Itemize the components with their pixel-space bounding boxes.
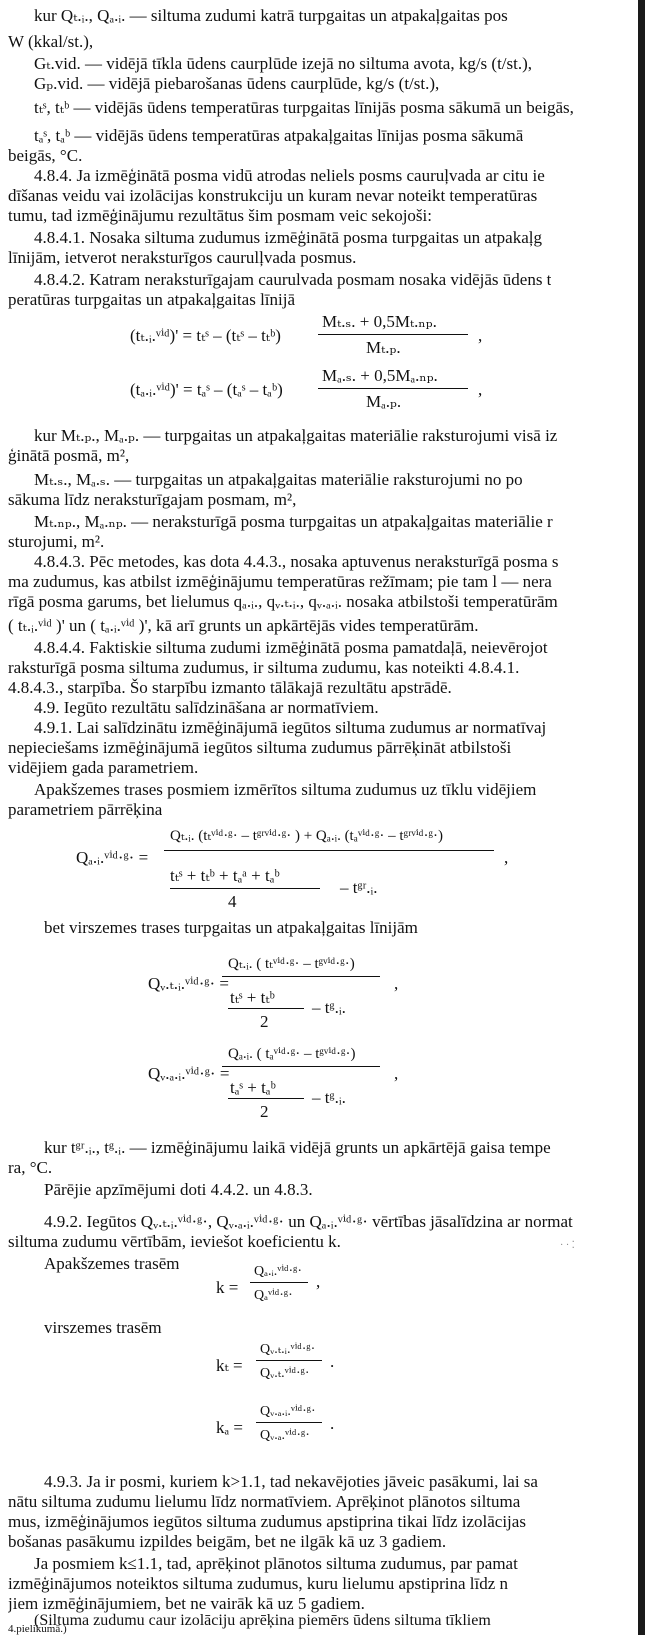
text-line: Mₜ.ₙₚ., Mₐ.ₙₚ. — neraksturīgā posma turpgaitas un atpakaļgaitas materiālie r [34, 512, 553, 531]
text-line: 4.8.4. Ja izmēģinātā posma vidū atrodas neliels posms cauruļvada ar citu ie [34, 166, 545, 185]
text-line: W (kkal/st.), [8, 32, 94, 51]
formula-denominator-numerator: tₜˢ + tₜᵇ + tₐᵃ + tₐᵇ [170, 866, 280, 885]
formula-lhs: (tₜ.ᵢ.ᵛⁱᵈ)' = tₜˢ – (tₜˢ – tₜᵇ) [130, 326, 281, 345]
text-line: ra, °C. [8, 1158, 53, 1177]
formula-numerator: Qₐ.ᵢ. ( tₐᵛⁱᵈ·ᵍ· – tᵍᵛⁱᵈ·ᵍ·) [228, 1046, 356, 1062]
text-line: vidējiem gada parametriem. [8, 758, 199, 777]
text-line: 4.9.1. Lai salīdzinātu izmēģinājumā iegūtos siltuma zudumus ar normatīvaj [34, 718, 547, 737]
text-line: Apakšzemes trases posmiem izmērītos siltuma zudumus uz tīklu vidējiem [34, 780, 537, 799]
text-line: kur Qₜ.ᵢ., Qₐ.ᵢ. — siltuma zudumi katrā turpgaitas un atpakaļgaitas pos [34, 6, 508, 25]
formula-denominator-denominator: 4 [228, 892, 237, 911]
text-line: tₐˢ, tₐᵇ — vidējās ūdens temperatūras atpakaļgaitas līnijas posma sākumā [34, 126, 524, 145]
formula-tail: , [316, 1272, 321, 1291]
formula-comma: , [504, 848, 509, 867]
text-line: 4.8.4.3. Pēc metodes, kas dota 4.4.3., nosaka aptuvenus neraksturīgā posma s [34, 552, 559, 571]
text-line: 4.8.4.2. Katram neraksturīgajam caurulvada posmam nosaka vidējās ūdens t [34, 270, 552, 289]
text-line: sturojumi, m². [8, 532, 105, 551]
formula-denominator-numerator: tₐˢ + tₐᵇ [230, 1078, 276, 1097]
text-line: beigās, °C. [8, 146, 83, 165]
page-edge-shadow [638, 0, 645, 1635]
formula-denominator: Qₐᵛⁱᵈ·ᵍ· [254, 1288, 293, 1303]
formula-lhs: (tₐ.ᵢ.ᵛⁱᵈ)' = tₐˢ – (tₐˢ – tₐᵇ) [130, 380, 283, 399]
formula-denominator: Mₐ.ₚ. [366, 392, 402, 411]
text-line: nātu siltuma zudumu lielumu līdz normatīviem. Aprēķinot plānotos siltuma [8, 1492, 521, 1511]
fraction-bar [256, 1360, 322, 1361]
text-line: Mₜ.ₛ., Mₐ.ₛ. — turpgaitas un atpakaļgaitas materiālie raksturojumi no po [34, 470, 523, 489]
formula-denominator-tail: – tᵍ.ᵢ. [312, 998, 346, 1017]
fraction-bar [164, 850, 494, 851]
fraction-bar-inner [228, 1098, 304, 1099]
text-line: raksturīgā posma siltuma zudumus, ir siltuma zudumu, kas noteikti 4.8.4.1. [8, 658, 520, 677]
formula-lhs: Qₐ.ᵢ.ᵛⁱᵈ·ᵍ· = [76, 848, 149, 867]
text-line: nepieciešams izmēģinājumā iegūtos siltuma zudumus pārrēķināt atbilstoši [8, 738, 512, 757]
fraction-bar [256, 1422, 322, 1423]
formula-tail: . [330, 1352, 335, 1371]
formula-lhs: kₐ = [216, 1418, 243, 1437]
text-line: tumu, tad izmēģinājumu rezultātus šim posmam veic sekojoši: [8, 206, 432, 225]
formula-numerator: Qᵥ.ₐ.ᵢ.ᵛⁱᵈ·ᵍ· [260, 1404, 316, 1419]
formula-numerator: Qₜ.ᵢ. (tₜᵛⁱᵈ·ᵍ· – tᵍʳᵛⁱᵈ·ᵍ· ) + Qₐ.ᵢ. (tₐᵛⁱᵈ·ᵍ· – tᵍʳᵛⁱᵈ·ᵍ·) [170, 828, 443, 844]
formula-denominator: Qᵥ.ₐ.ᵛⁱᵈ·ᵍ· [260, 1428, 310, 1443]
text-line: mus, izmēģinājumos iegūtos siltuma zudumus apstiprina tikai līdz izolācijas [8, 1512, 526, 1531]
text-line: Pārējie apzīmējumi doti 4.4.2. un 4.8.3. [44, 1180, 313, 1199]
formula-denominator: Qᵥ.ₜ.ᵛⁱᵈ·ᵍ· [260, 1366, 310, 1381]
scan-speckle: · · ⁚ [560, 1240, 575, 1251]
formula-comma: , [478, 326, 483, 345]
formula-denominator-tail: – tᵍ.ᵢ. [312, 1088, 346, 1107]
formula-numerator: Qᵥ.ₜ.ᵢ.ᵛⁱᵈ·ᵍ· [260, 1342, 316, 1357]
formula-comma: , [478, 380, 483, 399]
text-line: tₜˢ, tₜᵇ — vidējās ūdens temperatūras turpgaitas līnijās posma sākumā un beigās, [34, 98, 574, 117]
fraction-bar [222, 1066, 380, 1067]
fraction-bar-inner [170, 888, 320, 889]
text-line: līnijām, ietverot neraksturīgos caurulļvada posmus. [8, 248, 357, 267]
formula-comma: , [394, 1064, 399, 1083]
text-line: jiem izmēģinājumiem, bet ne vairāk kā uz 5 gadiem. [8, 1594, 365, 1613]
text-line: izmēģinājumos noteiktos siltuma zudumus, kuru lielumu apstiprina līdz n [8, 1574, 509, 1593]
text-line: 4.pielikumā.) [8, 1624, 67, 1635]
section-heading: 4.9. Iegūto rezultātu salīdzināšana ar normatīviem. [34, 698, 379, 717]
text-line: Ja posmiem k≤1.1, tad, aprēķinot plānotos siltuma zudumus, par pamat [34, 1554, 518, 1573]
formula-lhs: kₜ = [216, 1356, 243, 1375]
text-line: 4.8.4.4. Faktiskie siltuma zudumi izmēģinātā posma pamatdaļā, neievērojot [34, 638, 548, 657]
formula-denominator: Mₜ.ₚ. [366, 338, 401, 357]
text-line: ( tₜ.ᵢ.ᵛⁱᵈ )' un ( tₐ.ᵢ.ᵛⁱᵈ )', kā arī grunts un apkārtējās vides temperatūrām. [8, 616, 479, 635]
fraction-bar [318, 388, 468, 389]
formula-numerator: Qₜ.ᵢ. ( tₜᵛⁱᵈ·ᵍ· – tᵍᵛⁱᵈ·ᵍ·) [228, 956, 355, 972]
text-line: Gₜ.vid. — vidējā tīkla ūdens caurplūde izejā no siltuma avota, kg/s (t/st.), [34, 54, 533, 73]
text-line: kur tᵍʳ.ᵢ., tᵍ.ᵢ. — izmēģinājumu laikā vidējā grunts un apkārtējā gaisa tempe [44, 1138, 551, 1157]
formula-tail: . [330, 1414, 335, 1433]
fraction-bar [222, 976, 380, 977]
formula-comma: , [394, 974, 399, 993]
fraction-bar-inner [228, 1008, 304, 1009]
formula-denominator-numerator: tₜˢ + tₜᵇ [230, 988, 275, 1007]
text-line: 4.9.2. Iegūtos Qᵥ.ₜ.ᵢ.ᵛⁱᵈ·ᵍ·, Qᵥ.ₐ.ᵢ.ᵛⁱᵈ·ᵍ· un Qₐ.ᵢ.ᵛⁱᵈ·ᵍ· vērtības jāsalīdzina ar normat [44, 1212, 573, 1231]
fraction-bar [250, 1282, 308, 1283]
formula-numerator: Mₜ.ₛ. + 0,5Mₜ.ₙₚ. [322, 312, 437, 331]
formula-numerator: Qₐ.ᵢ.ᵛⁱᵈ·ᵍ· [254, 1264, 303, 1279]
text-line: rīgā posma garums, bet lielumus qₐ.ᵢ., qᵥ.ₜ.ᵢ., qᵥ.ₐ.ᵢ. nosaka atbilstoši temperatūrām [8, 592, 558, 611]
text-line: 4.9.3. Ja ir posmi, kuriem k>1.1, tad nekavējoties jāveic pasākumi, lai sa [44, 1472, 538, 1491]
text-line: parametriem pārrēķina [8, 800, 163, 819]
text-line: siltuma zudumu vērtībām, ieviešot koeficientu k. [8, 1232, 341, 1251]
formula-denominator-denominator: 2 [260, 1012, 269, 1031]
text-line: (Siltuma zudumu caur izolāciju aprēķina piemērs ūdens siltuma tīkliem [34, 1612, 491, 1629]
formula-lhs: k = [216, 1278, 239, 1297]
text-line: sākuma līdz neraksturīgajam posmam, m², [8, 490, 297, 509]
text-line: kur Mₜ.ₚ., Mₐ.ₚ. — turpgaitas un atpakaļgaitas materiālie raksturojumi visā iz [34, 426, 558, 445]
text-line: bet virszemes trases turpgaitas un atpakaļgaitas līnijām [44, 918, 418, 937]
text-line: peratūras turpgaitas un atpakaļgaitas līnijā [8, 290, 296, 309]
text-line: 4.8.4.1. Nosaka siltuma zudumus izmēģinātā posma turpgaitas un atpakaļg [34, 228, 542, 247]
formula-denominator-tail: – tᵍʳ.ᵢ. [340, 878, 378, 897]
text-line: 4.8.4.3., starpība. Šo starpību izmanto tālākajā rezultātu apstrādē. [8, 678, 452, 697]
formula-numerator: Mₐ.ₛ. + 0,5Mₐ.ₙₚ. [322, 366, 438, 385]
text-line: ģinātā posmā, m², [8, 446, 130, 465]
fraction-bar [318, 334, 468, 335]
formula-denominator-denominator: 2 [260, 1102, 269, 1121]
text-line: Apakšzemes trasēm [44, 1254, 180, 1273]
text-line: ma zudumus, kas atbilst izmēģinājumu temperatūras režīmam; pie tam l — nera [8, 572, 552, 591]
text-line: virszemes trasēm [44, 1318, 162, 1337]
text-line: bošanas pasākumu izpildes beigām, bet ne ilgāk kā uz 3 gadiem. [8, 1532, 447, 1551]
text-line: dīšanas veidu vai izolācijas konstrukciju un kuram nevar noteikt temperatūras [8, 186, 538, 205]
text-line: Gₚ.vid. — vidējā piebarošanas ūdens caurplūde, kg/s (t/st.), [34, 74, 440, 93]
formula-lhs: Qᵥ.ₜ.ᵢ.ᵛⁱᵈ·ᵍ· = [148, 974, 229, 993]
formula-lhs: Qᵥ.ₐ.ᵢ.ᵛⁱᵈ·ᵍ· = [148, 1064, 230, 1083]
